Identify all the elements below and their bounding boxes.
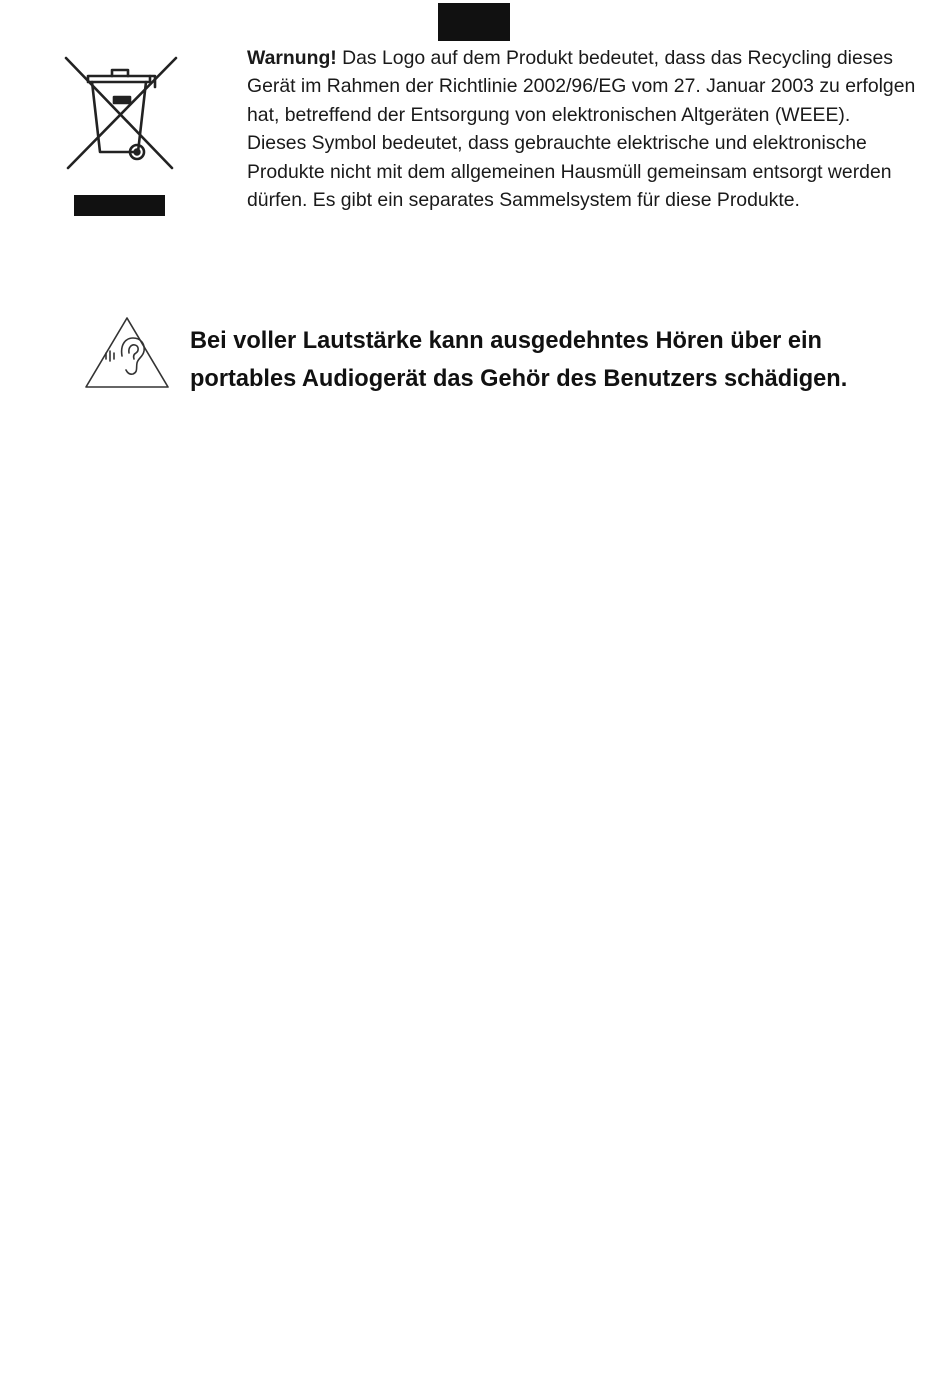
- weee-paragraph-1-body: Das Logo auf dem Produkt bedeutet, dass das Recycling dieses Gerät im Rahmen der Richtlinie 2002/96/EG vom 27. Januar 2003 zu erfolgen hat, betreffend der Entsorgung von elektronischen Altgeräten (WEEE).: [247, 47, 916, 126]
- hearing-warning-text: [190, 322, 930, 398]
- hearing-warning-line-1: Bei voller Lautstärke kann ausgedehntes Hören über ein: [190, 328, 822, 354]
- redaction-bar-under-icon: [74, 195, 165, 216]
- crossed-out-wheelie-bin-icon: [58, 52, 184, 178]
- hearing-warning-line-2: portables Audiogerät das Gehör des Benutzers schädigen.: [190, 366, 848, 392]
- warning-label: Warnung!: [247, 47, 337, 69]
- weee-paragraph-2: Dieses Symbol bedeutet, dass gebrauchte elektrische und elektronische Produkte nicht mit dem allgemeinen Hausmüll gemeinsam entsorgt werden dürfen. Es gibt ein separates Sammelsystem für diese Produkte.: [247, 132, 892, 212]
- hearing-damage-warning-icon: [82, 313, 172, 391]
- weee-paragraph-1: [247, 44, 927, 129]
- weee-notice-text: [247, 44, 927, 214]
- redaction-bar-top: [438, 3, 510, 41]
